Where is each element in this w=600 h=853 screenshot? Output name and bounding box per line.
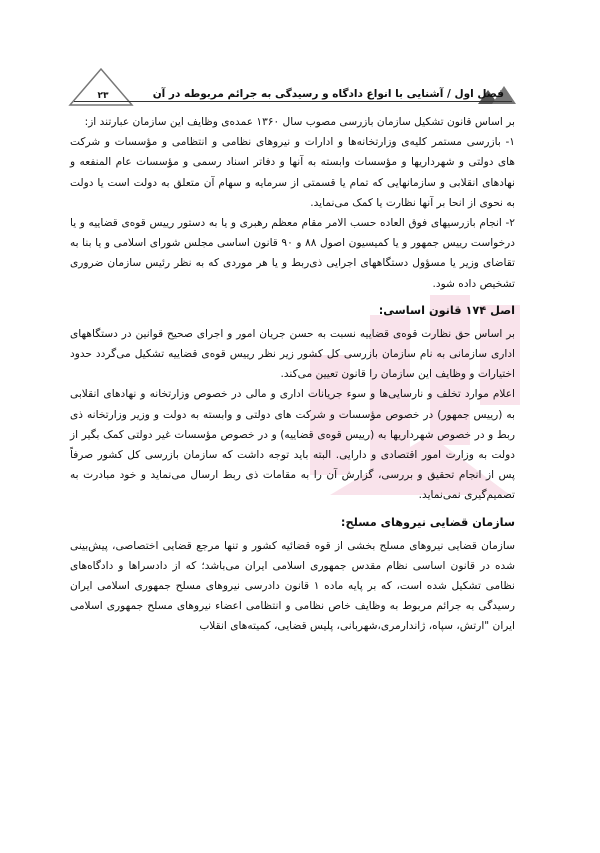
article-174-paragraph: بر اساس حق نظارت قوه‌ی قضاییه نسبت به حسن جریان امور و اجرای صحیح قوانین در دستگاههای اداری سازمانی به نام سازمان بازرسی کل کشور زیر نظر رییس قوه‌ی قضاییه تشکیل می‌گردد حدود اختیارات و وظایف این سازمان را قانون تعیین می‌کند. — [70, 327, 515, 381]
header-divider — [74, 101, 512, 102]
violations-paragraph: اعلام موارد تخلف و نارسایی‌ها و سوء جریانات اداری و مالی در خصوص وزارتخانه و نهادهای انقلابی به (رییس جمهور) در خصوص مؤسسات و شرکت های دولتی و وابسته به دولت و وزیر وزارتخانه ذی ربط و در خصوص شهرداریها به (رییس قوه‌ی قضاییه) و در خصوص مؤسسات غیر دولتی کمک بگیر از دولت به وزارت امور اقتصادی و دارایی. البته باید توجه داشت که سازمان بازرسی کل کشور صرفاً پس از انجام تحقیق و بررسی، گزارش آن را به مقامات ذی ربط ارسال می‌نماید و خود مبادرت به تصمیم‌گیری نمی‌نماید. — [70, 388, 515, 502]
page-number: ۲۳ — [97, 91, 109, 101]
military-judiciary-paragraph: سازمان قضایی نیروهای مسلح بخشی از قوه قضائیه کشور و تنها مرجع قضایی اختصاصی، پیش‌بینی شده در قانون اساسی نظام مقدس جمهوری اسلامی ایران می‌باشد؛ که از دادسراها و دادگاه‌های نظامی تشکیل شده است، که بر پایه ماده ۱ قانون دادرسی نیروهای مسلح جمهوری اسلامی ایران رسیدگی به جرائم مربوط به وظایف خاص نظامی و انتظامی اعضاء نیروهای مسلح جمهوری اسلامی ایران "ارتش، سپاه، ژاندارمری،شهربانی، پلیس قضایی، کمیته‌های انقلاب — [70, 539, 515, 633]
section-heading-military-judiciary: سازمان قضایی نیروهای مسلح: — [340, 515, 515, 529]
intro-paragraph: بر اساس قانون تشکیل سازمان بازرسی مصوب سال ۱۳۶۰ عمده‌ی وظایف این سازمان عبارتند از: — [84, 116, 515, 128]
list-item-1: ۱- بازرسی مستمر کلیه‌ی وزارتخانه‌ها و ادارات و نیروهای نظامی و انتظامی و مؤسسات و شرکت های دولتی و شهرداریها و مؤسسات وابسته به آنها و دفاتر اسناد رسمی و مؤسسات عام المنفعه و نهادهای انقلابی و سازمانهایی که تمام یا قسمتی از سرمایه و سهام آن متعلق به دولت است یا دولت به نحوی از انحا بر آنها نظارت یا کمک می‌نماید. — [70, 136, 515, 209]
chapter-title: فصل اول / آشنایی با انواع دادگاه و رسیدگی به جرائم مربوطه در آن — [152, 88, 504, 100]
main-text — [70, 112, 515, 637]
list-item-2: ۲- انجام بازرسیهای فوق العاده حسب الامر مقام معظم رهبری و یا به دستور رییس قوه‌ی قضاییه و یا درخواست رییس جمهور و یا کمیسیون اصول ۸۸ و ۹۰ قانون اساسی مجلس شورای اسلامی و یا بنا به تقاضای وزیر یا مسؤول دستگاههای اجرایی ذی‌ربط و یا هر موردی که به نظر رئیس سازمان ضروری تشخیص داده شود. — [70, 217, 515, 290]
section-heading-article-174: اصل ۱۷۴ قانون اساسی: — [378, 303, 515, 317]
